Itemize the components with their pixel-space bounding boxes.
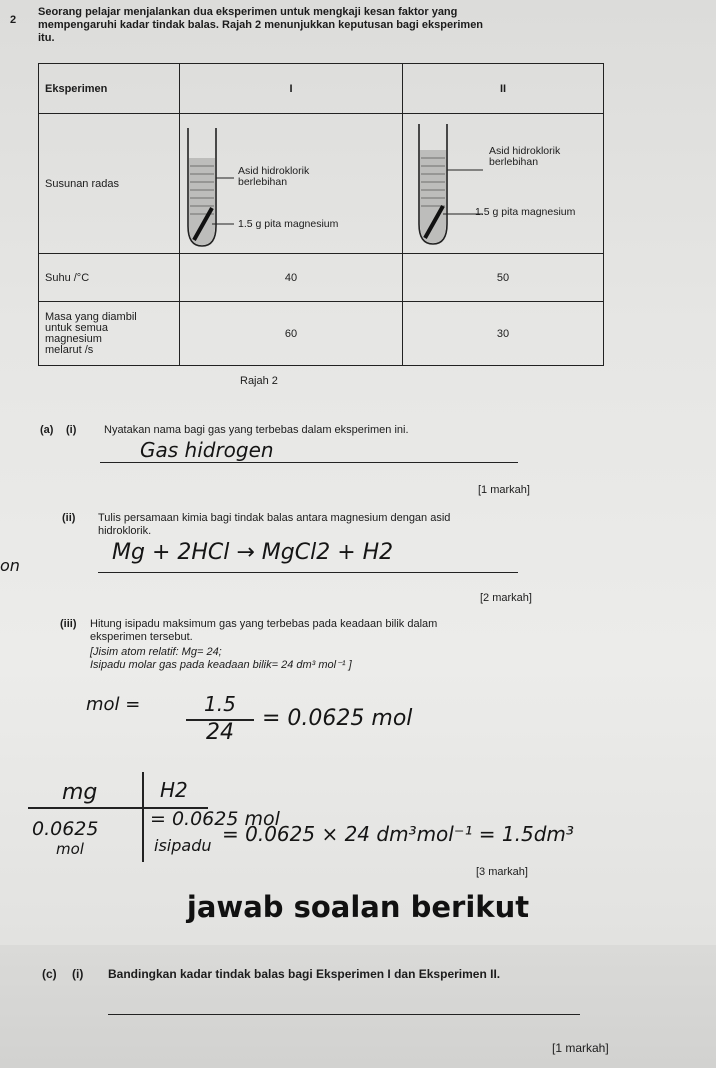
row-time-label: Masa yang diambil untuk semua magnesium melarut /s [39, 302, 180, 366]
marks-c-i: [1 markah] [552, 1041, 609, 1055]
margin-scribble: on [0, 556, 20, 575]
marks-a-iii: [3 markah] [476, 866, 528, 878]
intro-line: Seorang pelajar menjalankan dua eksperimen untuk mengkaji kesan faktor yang [38, 6, 458, 18]
part-a-iii-question: Hitung isipadu maksimum gas yang terbebas pada keadaan bilik dalam eksperimen tersebut. [90, 618, 438, 643]
work-denominator: 24 [206, 720, 234, 745]
time-exp2: 30 [403, 302, 604, 366]
work-mol: mol = [86, 694, 141, 715]
ratio-h2: H2 [160, 778, 188, 802]
test-tube-diagram-2 [403, 114, 623, 254]
question-number: 2 [10, 14, 17, 26]
acid-label-2: Asid hidroklorik berlebihan [489, 145, 561, 168]
row-setup-label: Susunan radas [39, 114, 180, 254]
isipadu-expression: = 0.0625 × 24 dm³mol⁻¹ = 1.5dm³ [222, 822, 574, 846]
answer-line [100, 462, 518, 463]
answer-line [98, 572, 518, 573]
ratio-h2-value: = 0.0625 mol [150, 808, 280, 830]
part-a-ii-question: Tulis persamaan kimia bagi tindak balas antara magnesium dengan asid hidroklorik. [98, 512, 451, 537]
part-a-i-label: (i) [66, 424, 77, 436]
intro-line: mempengaruhi kadar tindak balas. Rajah 2 menunjukkan keputusan bagi eksperimen [38, 19, 484, 31]
work-result: = 0.0625 mol [262, 706, 413, 731]
answer-a-ii: Mg + 2HCl → MgCl2 + H2 [112, 540, 394, 565]
row-temp-label: Suhu /°C [39, 254, 180, 302]
part-c-label: (c) [42, 967, 57, 981]
experiment-table [38, 63, 604, 366]
part-a-iii-label: (iii) [60, 618, 77, 630]
overlay-heading: jawab soalan berikut [186, 890, 530, 924]
ratio-mg-value: 0.0625 [32, 818, 99, 840]
temp-exp1: 40 [180, 254, 403, 302]
mg-label-2: 1.5 g pita magnesium [475, 206, 576, 218]
acid-label-1: Asid hidroklorik berlebihan [238, 165, 310, 188]
work-numerator: 1.5 [204, 692, 236, 716]
part-a-ii-label: (ii) [62, 512, 76, 524]
answer-a-i: Gas hidrogen [140, 438, 274, 462]
figure-caption: Rajah 2 [240, 375, 278, 387]
setup-exp2 [403, 114, 604, 254]
part-c-i-question: Bandingkan kadar tindak balas bagi Eksperimen I dan Eksperimen II. [108, 967, 501, 981]
part-a-i-question: Nyatakan nama bagi gas yang terbebas dalam eksperimen ini. [104, 424, 409, 436]
setup-exp1 [180, 114, 403, 254]
marks-a-i: [1 markah] [478, 484, 530, 496]
intro-line: itu. [38, 32, 55, 44]
ratio-mg: mg [62, 780, 98, 805]
ratio-mg-unit: mol [56, 840, 84, 858]
time-exp1: 60 [180, 302, 403, 366]
table-col-1: I [180, 64, 403, 114]
isipadu-label: isipadu [154, 836, 212, 855]
table-col-2: II [403, 64, 604, 114]
temp-exp2: 50 [403, 254, 604, 302]
question-intro [38, 6, 658, 45]
part-a-label: (a) [40, 424, 54, 436]
answer-line [108, 1014, 580, 1015]
marks-a-ii: [2 markah] [480, 592, 532, 604]
mg-label-1: 1.5 g pita magnesium [238, 218, 339, 230]
part-c-i-label: (i) [72, 967, 84, 981]
given-data: [Jisim atom relatif: Mg= 24; Isipadu molar gas pada keadaan bilik= 24 dm³ mol⁻¹ ] [90, 646, 352, 671]
table-header-label: Eksperimen [39, 64, 180, 114]
ratio-vline [142, 772, 144, 862]
